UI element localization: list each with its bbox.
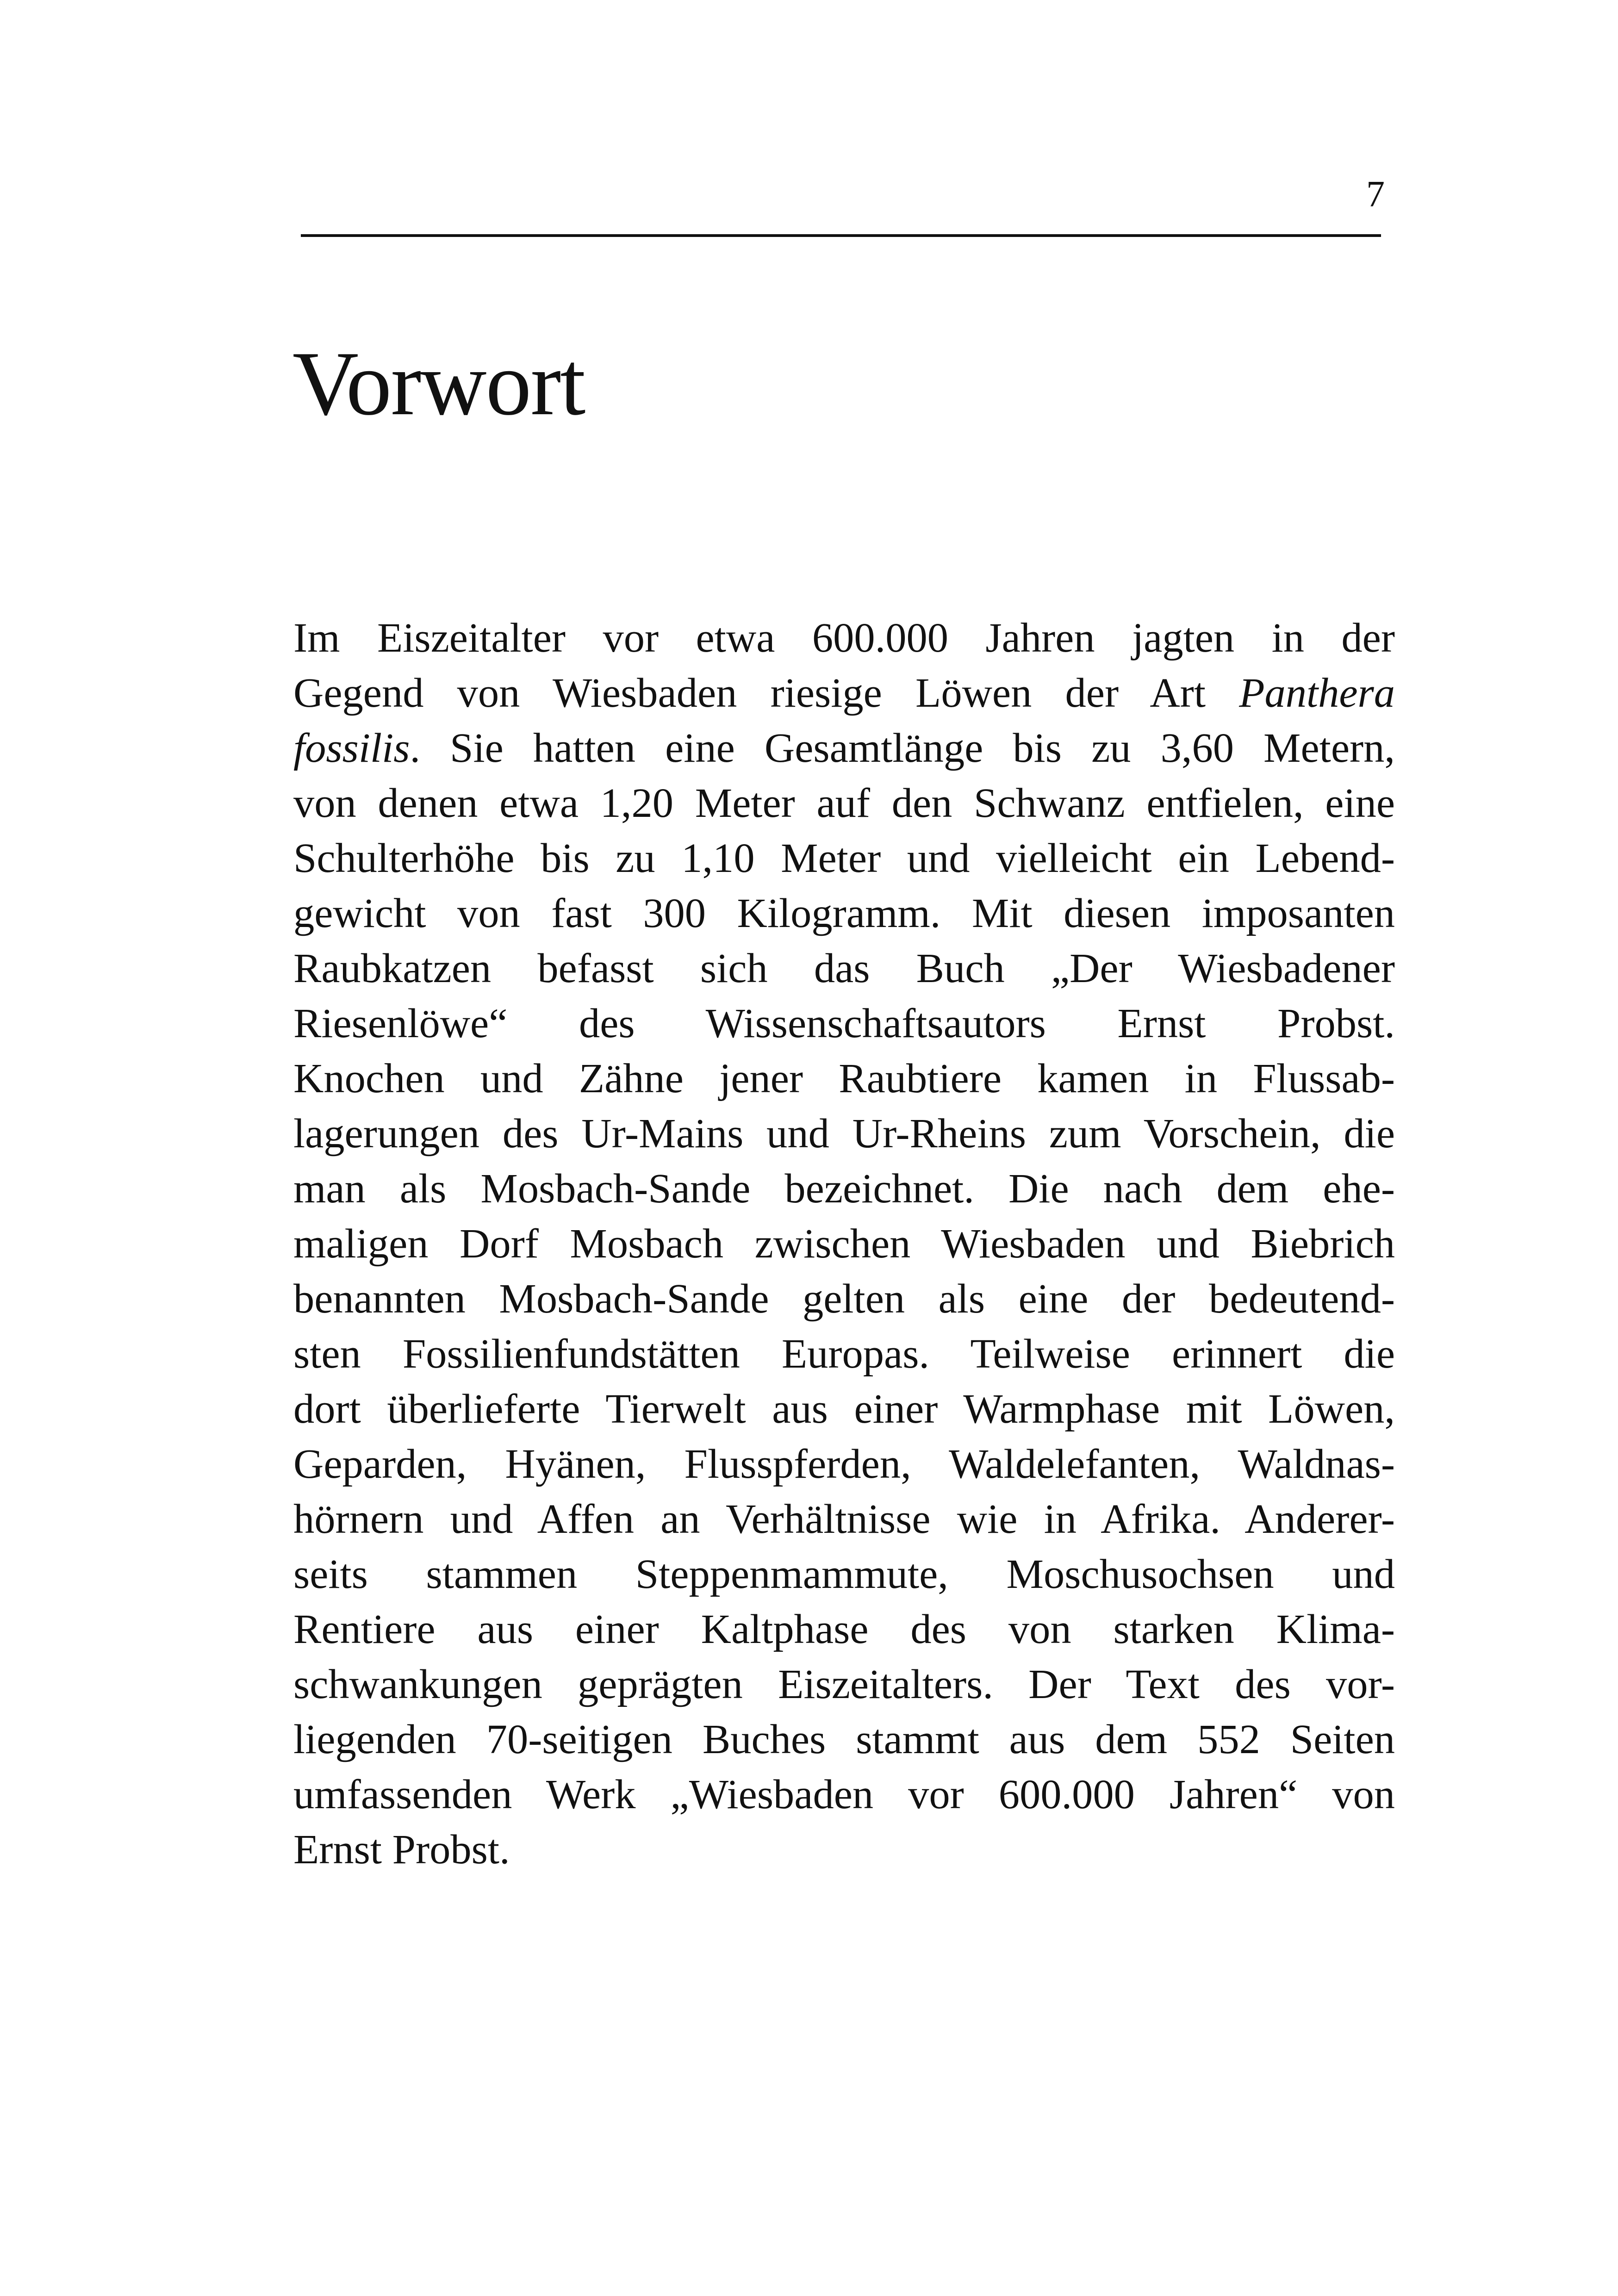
text-run: hörnern und Affen an Verhältnisse wie in Afrika. Anderer- (293, 1495, 1395, 1542)
body-line (293, 1491, 1395, 1546)
body-line (293, 1767, 1395, 1822)
text-run: Schulterhöhe bis zu 1,10 Meter und vielleicht ein Lebend- (293, 834, 1395, 881)
text-run: lagerungen des Ur-Mains und Ur-Rheins zum Vorschein, die (293, 1110, 1395, 1157)
text-run: benannten Mosbach-Sande gelten als eine der bedeutend- (293, 1275, 1395, 1322)
body-line (293, 1546, 1395, 1601)
body-line (293, 1436, 1395, 1491)
body-line (293, 610, 1395, 665)
body-line (293, 885, 1395, 940)
body-line (293, 940, 1395, 996)
text-run: sten Fossilienfundstätten Europas. Teilweise erinnert die (293, 1330, 1395, 1377)
body-line (293, 1381, 1395, 1436)
body-line (293, 665, 1395, 720)
body-line (293, 1106, 1395, 1161)
text-run: Rentiere aus einer Kaltphase des von starken Klima- (293, 1605, 1395, 1652)
text-run: Gegend von Wiesbaden riesige Löwen der Art (293, 669, 1239, 716)
text-run: gewicht von fast 300 Kilogramm. Mit diesen imposanten (293, 890, 1395, 936)
body-line (293, 1161, 1395, 1216)
text-run: liegenden 70-seitigen Buches stammt aus dem 552 Seiten (293, 1716, 1395, 1762)
body-line (293, 1822, 1395, 1877)
text-run: schwankungen geprägten Eiszeitalters. Der Text des vor- (293, 1661, 1395, 1707)
text-run: Raubkatzen befasst sich das Buch „Der Wiesbadener (293, 945, 1395, 991)
text-run: Ernst Probst. (293, 1826, 510, 1873)
text-run: seits stammen Steppenmammute, Moschusochsen und (293, 1550, 1395, 1597)
text-run: umfassenden Werk „Wiesbaden vor 600.000 Jahren“ von (293, 1771, 1395, 1817)
chapter-title: Vorwort (292, 333, 585, 434)
text-run: dort überlieferte Tierwelt aus einer Warmphase mit Löwen, (293, 1385, 1395, 1432)
body-line (293, 720, 1395, 775)
text-run: Knochen und Zähne jener Raubtiere kamen in Flussab- (293, 1055, 1395, 1101)
italic-term: Panthera (1239, 669, 1395, 716)
text-run: Geparden, Hyänen, Flusspferden, Waldelefanten, Waldnas- (293, 1440, 1395, 1487)
italic-term: fossilis (293, 724, 410, 771)
text-run: man als Mosbach-Sande bezeichnet. Die nach dem ehe- (293, 1165, 1395, 1212)
body-paragraph (293, 610, 1395, 1877)
body-line (293, 775, 1395, 830)
text-run: . Sie hatten eine Gesamtlänge bis zu 3,60 Metern, (410, 724, 1395, 771)
page-number: 7 (1366, 174, 1385, 215)
text-run: Im Eiszeitalter vor etwa 600.000 Jahren jagten in der (293, 614, 1395, 661)
text-run: Riesenlöwe“ des Wissenschaftsautors Ernst Probst. (293, 1000, 1395, 1046)
text-run: maligen Dorf Mosbach zwischen Wiesbaden und Biebrich (293, 1220, 1395, 1267)
text-run: von denen etwa 1,20 Meter auf den Schwanz entfielen, eine (293, 779, 1395, 826)
body-line (293, 1216, 1395, 1271)
body-line (293, 1601, 1395, 1656)
body-line (293, 1656, 1395, 1711)
body-line (293, 1711, 1395, 1767)
body-line (293, 830, 1395, 885)
body-line (293, 1271, 1395, 1326)
header-rule (301, 234, 1381, 237)
body-line (293, 996, 1395, 1051)
body-line (293, 1051, 1395, 1106)
body-line (293, 1326, 1395, 1381)
